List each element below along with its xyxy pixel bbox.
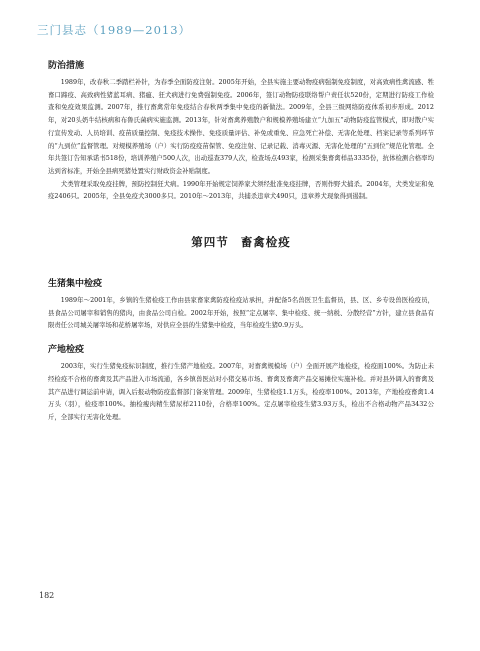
heading-origin-quarantine: 产地检疫 [48, 345, 85, 356]
section-title [48, 234, 434, 250]
paragraph-immunization: 1989年，改春秋二季踏栏补针，为春季全面防疫注射。2005年开始，全县实施主要动物疫病强制免疫制度，对高致病性禽流感、牲畜口蹄疫、高致病性猪蓝耳病、猪瘟、狂犬病进行免费强制免疫。2006年，签订动物防疫联络帮户责任状520份，定期进行防疫工作检查和免疫效果监测。2007年，推行畜禽常年免疫结合春秋两季集中免疫的新做法。2009年，全县三级网络防疫体系初步形成。2012年，对20头奶牛结核病和布鲁氏菌病实施监测。2013年，针对畜禽养殖散户和规模养殖场建立“九加五”动物防疫监管模式，即对散户实行宣传发动、人员培训、疫苗质量控制、免疫技术操作、免疫质量评估、补免或重免、应急死亡补偿、无害化处理、档案记录等系列环节的“九到位”监督管理。对规模养殖场（户）实行防疫疫苗保管、免疫注射、记录记载、消毒灭源、无害化处理的“五到位”规范化管理。全年共签订告知承诺书518份，培训养殖户500人次，出动巡查379人次，检查场点493家，检测采集畜禽样品3335份，抗体检测合格率均达到省标准，开始全县病死猪处置实行财政资金补贴制度。 [48, 78, 434, 175]
section-slaughter-quarantine [48, 278, 434, 332]
section-epidemic-prevention [48, 60, 434, 203]
heading-epidemic-prevention: 防治措施 [48, 61, 85, 71]
page-number: 182 [39, 591, 55, 600]
running-header: 三门县志（1989—2013） [37, 23, 192, 37]
page-content [48, 60, 434, 424]
section-name: 畜禽检疫 [240, 235, 291, 250]
paragraph-slaughter: 1989年～2001年，乡镇的生猪检疫工作由县家畜家禽防疫检疫站承担，并配备5名兽医卫生监督员，县、区、乡专设兽医检疫员，县食品公司屠宰和销售的猪肉，由食品公司自检。2002年开始，按照“定点屠宰、集中检疫、统一纳税、分散经营”方针，建立县食品有限责任公司城关屠宰场和花桥屠宰场，对供应全县的生猪集中检疫，当年检疫生猪0.9万头。 [48, 296, 434, 330]
paragraph-origin: 2003年，实行生猪免疫标识制度，推行生猪产地检疫。2007年，对畜禽规模场（户）全面开展产地检疫，检疫面100%。为防止未经检疫不合格的畜禽及其产品进入市场流通，各乡镇兽医站对小猪交易市场、畜禽及畜禽产品交易摊位实施补检。并对县外调入的畜禽及其产品进行调运前申请，调入后报动物防疫监督部门备案管理。2009年，生猪检疫1.1万头，检疫率100%。2013年，产地检疫畜禽1.4万头（羽），检疫率100%。抽检瘦肉精生猪尿样2110份，合格率100%。定点屠宰检疫生猪3.93万头，检出不合格动物产品3432公斤，全部实行无害化处理。 [48, 362, 434, 421]
section-number: 第四节 [191, 235, 229, 250]
heading-slaughter-quarantine: 生猪集中检疫 [48, 279, 103, 290]
section-origin-quarantine [48, 344, 434, 424]
paragraph-dog-management: 犬类管理采取免疫挂牌，预防控制狂犬病。1990年开始规定饲养家犬须经批准免疫挂牌，否则作野犬捕杀。2004年，犬类发证和免疫2406只。2005年，全县免疫犬3000多只。2010年～2013年，共捕杀违章犬490只，违章养犬现象得到遏制。 [48, 179, 434, 201]
